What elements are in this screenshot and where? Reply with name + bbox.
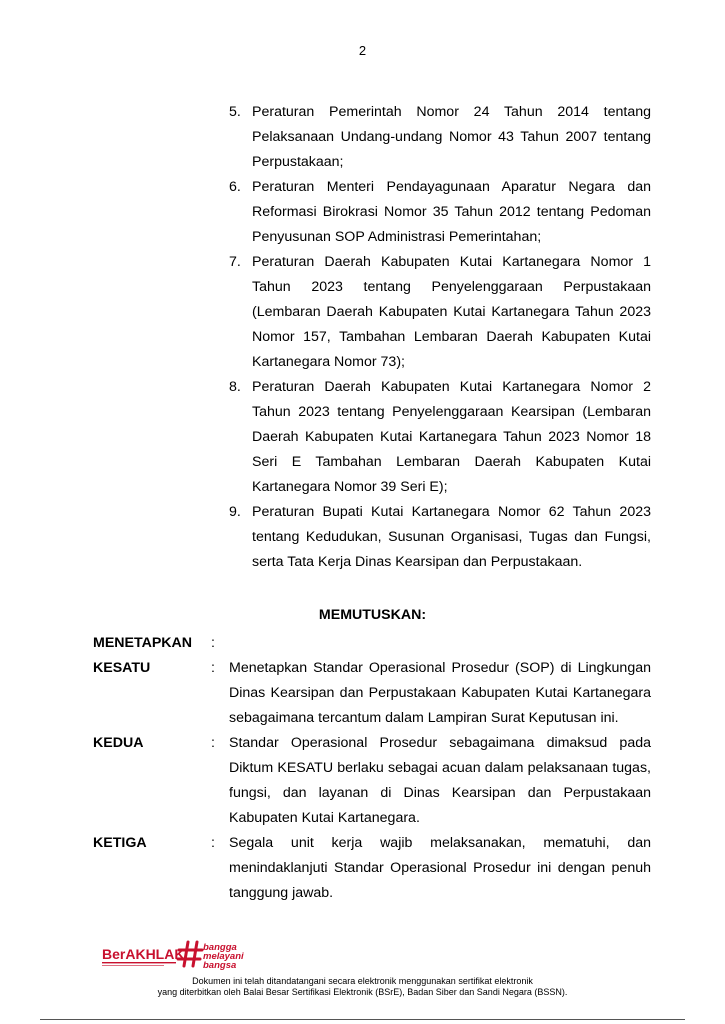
list-item-text: Peraturan Daerah Kabupaten Kutai Kartanegara Nomor 2 Tahun 2023 tentang Penyelenggaraan Kearsipan (Lembaran Daerah Kabupaten Kutai Kartanegara Tahun 2023 Nomor 18 Seri E Tambahan Lembaran Daerah Kabupaten Kutai Kartanegara Nomor 39 Seri E);	[252, 379, 651, 495]
dictum-menetapkan	[93, 631, 653, 656]
page-number: 2	[358, 43, 367, 58]
list-item-number: 7.	[229, 254, 241, 270]
dictum-colon: :	[211, 660, 215, 676]
list-item	[229, 500, 651, 575]
list-item-text: Peraturan Menteri Pendayagunaan Aparatur Negara dan Reformasi Birokrasi Nomor 35 Tahun 2012 tentang Pedoman Penyusunan SOP Administrasi Pemerintahan;	[252, 179, 651, 245]
dictum-label: KETIGA	[93, 835, 147, 851]
list-item-text: Peraturan Daerah Kabupaten Kutai Kartanegara Nomor 1 Tahun 2023 tentang Penyelenggaraan Perpustakaan (Lembaran Daerah Kabupaten Kutai Kartanegara Tahun 2023 Nomor 157, Tambahan Lembaran Daerah Kabupaten Kutai Kartanegara Nomor 73);	[252, 254, 651, 370]
footer-divider	[40, 1019, 685, 1020]
dictum-label: KESATU	[93, 660, 151, 676]
list-item-number: 5.	[229, 104, 241, 120]
berakhlak-logo	[102, 938, 252, 973]
list-item	[229, 175, 651, 250]
list-item	[229, 250, 651, 375]
legal-basis-list	[229, 100, 651, 575]
dictum-text: Standar Operasional Prosedur sebagaimana dimaksud pada Diktum KESATU berlaku sebagai acuan dalam pelaksanaan tugas, fungsi, dan layanan di Dinas Kearsipan dan Perpustakaan Kabupaten Kutai Kartanegara.	[229, 735, 651, 826]
dictum-colon: :	[211, 835, 215, 851]
logo-tagline-1: bangga	[203, 942, 237, 953]
dictum-text: Menetapkan Standar Operasional Prosedur (SOP) di Lingkungan Dinas Kearsipan dan Perpustakaan Kabupaten Kutai Kartanegara sebagaimana tercantum dalam Lampiran Surat Keputusan ini.	[229, 660, 651, 726]
dictum-text: Segala unit kerja wajib melaksanakan, mematuhi, dan menindaklanjuti Standar Operasional Prosedur ini dengan penuh tanggung jawab.	[229, 835, 651, 901]
logo-tagline-2: melayani	[203, 951, 244, 962]
list-item-text: Peraturan Pemerintah Nomor 24 Tahun 2014 tentang Pelaksanaan Undang-undang Nomor 43 Tahun 2007 tentang Perpustakaan;	[252, 104, 651, 170]
list-item-number: 8.	[229, 379, 241, 395]
dictum-label: KEDUA	[93, 735, 144, 751]
list-item	[229, 100, 651, 175]
list-item-number: 6.	[229, 179, 241, 195]
dictum-kedua	[93, 731, 653, 831]
dictum-text	[229, 631, 651, 656]
dictum-colon: :	[211, 635, 215, 651]
logo-wordmark: BerAKHLAK	[102, 946, 185, 962]
dictum-ketiga	[93, 831, 653, 906]
dictum-kesatu	[93, 656, 653, 731]
list-item	[229, 375, 651, 500]
footer-signature-note-2: yang diterbitkan oleh Balai Besar Sertifikasi Elektronik (BSrE), Badan Siber dan Sandi Negara (BSSN).	[157, 987, 568, 997]
logo-tagline-3: bangsa	[203, 960, 237, 971]
dictum-label: MENETAPKAN	[93, 635, 193, 651]
footer-signature-note-1: Dokumen ini telah ditandatangani secara elektronik menggunakan sertifikat elektronik	[192, 976, 533, 986]
list-item-number: 9.	[229, 504, 241, 520]
decision-heading: MEMUTUSKAN:	[318, 607, 427, 623]
list-item-text: Peraturan Bupati Kutai Kartanegara Nomor 62 Tahun 2023 tentang Kedudukan, Susunan Organisasi, Tugas dan Fungsi, serta Tata Kerja Dinas Kearsipan dan Perpustakaan.	[252, 504, 651, 570]
dictum-colon: :	[211, 735, 215, 751]
